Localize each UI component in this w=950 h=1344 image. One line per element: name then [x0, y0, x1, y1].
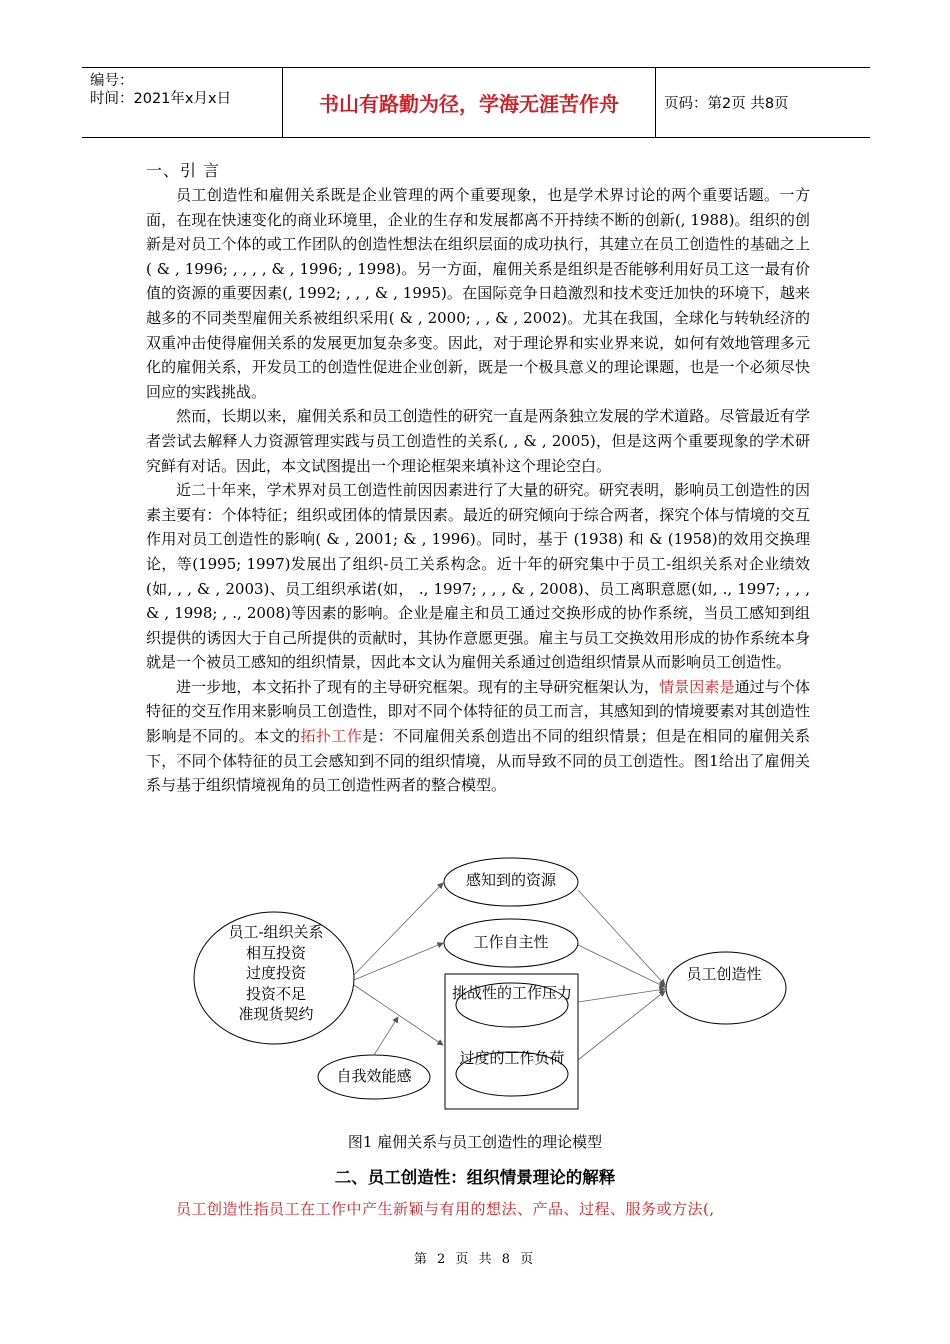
creativity-label: 员工创造性 [686, 965, 762, 983]
body-text [146, 183, 810, 798]
arrow [374, 1017, 398, 1055]
header-motto: 书山有路勤为径，学海无涯苦作舟 [319, 92, 619, 116]
arrow [578, 945, 665, 987]
self-efficacy-label: 自我效能感 [336, 1067, 412, 1085]
highlighted-text: 拓扑工作 [300, 727, 363, 746]
creativity-node [666, 952, 786, 1024]
header-page-label: 页码：第2页 共8页 [664, 96, 789, 112]
node-label: 员工-组织关系 [228, 923, 324, 941]
date-label: 时间：2021年x月x日 [90, 91, 232, 107]
paragraph: 近二十年来，学术界对员工创造性前因因素进行了大量的研究。研究表明，影响员工创造性的因素主要有：个体特征；组织或团体的情景因素。最近的研究倾向于综合两者，探究个体与情境的交互作用对员工创造性的影响( & , 2001; & , 1996)。同时，基于 (1938) 和 & (1958)的效用交换理论，等(1995; 1997)发展出了组织-员工关系构念。近十年的研究集中于员工-组织关系对企业绩效(如, , , & , 2003)、员工组织承诺(如， ., 1997; , , , & , 2008)、员工离职意愿(如, ., 1997; , , , & , 1998; , ., 2008)等因素的影响。企业是雇主和员工通过交换形成的协作系统，当员工感知到组织提供的诱因大于自己所提供的贡献时，其协作意愿更强。雇主与员工交换效用形成的协作系统本身就是一个被员工感知的组织情景，因此本文认为雇佣关系通过创造组织情景从而影响员工创造性。 [146, 481, 810, 672]
arrow [578, 991, 665, 1060]
section-title: 一、引 言 [146, 161, 221, 180]
paragraph: 员工创造性指员工在工作中产生新颖与有用的想法、产品、过程、服务或方法(, [176, 1200, 715, 1218]
page-header [82, 67, 870, 138]
paragraph [146, 675, 810, 798]
paragraph-text: 是：不同雇佣关系创造出不同的组织情景；但是在相同的雇佣关系下，不同个体特征的员工会感知到不同的组织情境，从而导致不同的员工创造性。图1给出了雇佣关系与基于组织情境视角的员工创造性两者的整合模型。 [146, 727, 810, 795]
header-divider [655, 68, 656, 137]
challenge-stress-label: 挑战性的工作压力 [451, 984, 572, 1002]
perceived-resources-label: 感知到的资源 [465, 871, 556, 889]
paragraph-text: 通过与个体特征的交互作用来影响员工创造性，即对不同个体特征的员工而言，其感知到的情境要素对其创造性影响是不同的。本文的 [146, 677, 810, 746]
employment-relationship-label [216, 922, 336, 1025]
autonomy-label: 工作自主性 [473, 933, 549, 951]
page-footer: 第 2 页 共 8 页 [413, 1252, 537, 1267]
node-label: 准现货契约 [238, 1005, 314, 1023]
figure-caption: 图1 雇佣关系与员工创造性的理论模型 [347, 1133, 603, 1151]
code-label: 编号： [90, 73, 134, 89]
arrow [354, 985, 443, 1045]
node-label: 相互投资 [245, 943, 306, 962]
arrow [578, 890, 665, 985]
header-info-cell [82, 68, 282, 137]
paragraph: 员工创造性和雇佣关系既是企业管理的两个重要现象，也是学术界讨论的两个重要话题。一方面，在现在快速变化的商业环境里，企业的生存和发展都离不开持续不断的创新(, 1988)。组织的创新是对员工个体的或工作团队的创造性想法在组织层面的成功执行，其建立在员工创造性的基础之上( & , 1996; , , , , & , 1996; , 1998)。另一方面，雇佣关系是组织是否能够利用好员工这一最有价值的资源的重要因素(, 1992; , , , & , 1995)。在国际竞争日趋激烈和技术变迁加快的环境下，越来越多的不同类型雇佣关系被组织采用( & , 2000; , , & , 2002)。尤其在我国，全球化与转轨经济的双重冲击使得雇佣关系的发展更加复杂多变。因此，对于理论界和实业界来说，如何有效地管理多元化的雇佣关系，开发员工的创造性促进企业创新，既是一个极具意义的理论课题，也是一个必须尽快回应的实践挑战。 [146, 186, 810, 401]
node-label: 过度投资 [245, 964, 306, 982]
node-label: 投资不足 [245, 984, 306, 1003]
theoretical-model-diagram [180, 855, 790, 1120]
highlighted-text: 情景因素是 [659, 677, 735, 696]
section-title: 二、员工创造性：组织情景理论的解释 [334, 1168, 616, 1187]
workload-label: 过度的工作负荷 [459, 1049, 565, 1067]
paragraph: 然而，长期以来，雇佣关系和员工创造性的研究一直是两条独立发展的学术道路。尽管最近有学者尝试去解释人力资源管理实践与员工创造性的关系(, , & , 2005)，但是这两个重要现象的学术研究鲜有对话。因此，本文试图提出一个理论框架来填补这个理论空白。 [146, 407, 810, 475]
paragraph-text: 进一步地，本文拓扑了现有的主导研究框架。现有的主导研究框架认为， [176, 677, 660, 696]
arrow [578, 989, 665, 1002]
